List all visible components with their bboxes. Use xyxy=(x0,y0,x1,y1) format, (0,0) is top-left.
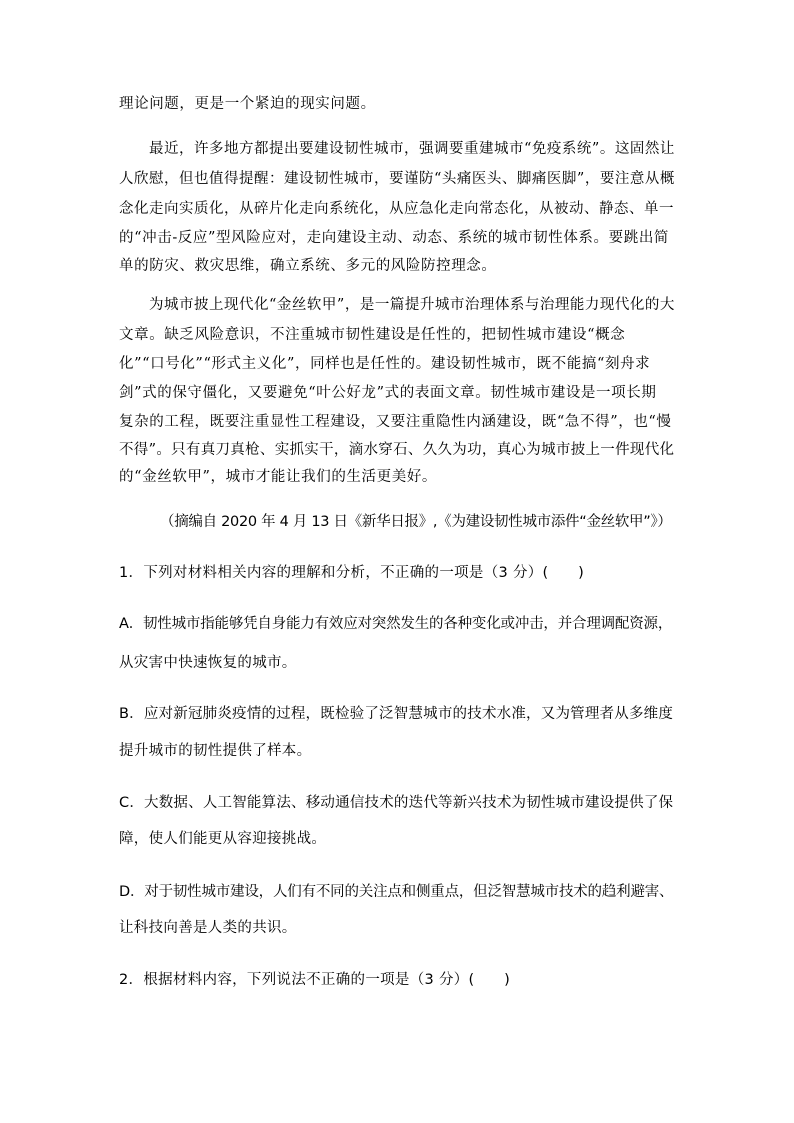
question-1-option-a: A．韧性城市指能够凭自身能力有效应对突然发生的各种变化或冲击，并合理调配资源， xyxy=(119,616,673,632)
passage-line: 念化走向实质化，从碎片化走向系统化，从应急化走向常态化，从被动、静态、单一 xyxy=(119,201,674,217)
passage-line: 不得”。只有真刀真枪、实抓实干，滴水穿石、久久为功，真心为城市披上一件现代化 xyxy=(119,442,675,458)
question-1-stem: 1．下列对材料相关内容的理解和分析，不正确的一项是（3 分）( ) xyxy=(119,565,585,581)
question-1-option-d-cont: 让科技向善是人类的共识。 xyxy=(119,920,297,936)
passage-line: 单的防灾、救灾思维，确立系统、多元的风险防控理念。 xyxy=(119,258,497,274)
question-1-option-b-cont: 提升城市的韧性提供了样本。 xyxy=(119,743,312,759)
question-1-option-b: B．应对新冠肺炎疫情的过程，既检验了泛智慧城市的技术水准，又为管理者从多维度 xyxy=(119,706,674,722)
passage-line: 化”“口号化”“形式主义化”，同样也是任性的。建设韧性城市，既不能搞“刻舟求 xyxy=(119,356,651,372)
question-1-option-a-cont: 从灾害中快速恢复的城市。 xyxy=(119,655,297,671)
source-citation: （摘编自 2020 年 4 月 13 日《新华日报》,《为建设韧性城市添件“金丝软甲”》） xyxy=(160,514,672,530)
question-1-option-c: C．大数据、人工智能算法、移动通信技术的迭代等新兴技术为韧性城市建设提供了保 xyxy=(119,795,674,811)
question-1-option-d: D．对于韧性城市建设，人们有不同的关注点和侧重点，但泛智慧城市技术的趋利避害、 xyxy=(119,884,674,900)
passage-line: 的“冲击-反应”型风险应对，走向建设主动、动态、系统的城市韧性体系。要跳出简 xyxy=(119,230,670,246)
question-2-stem: 2．根据材料内容，下列说法不正确的一项是（3 分）( ) xyxy=(119,972,511,988)
passage-line: 人欣慰，但也值得提醒：建设韧性城市，要谨防“头痛医头、脚痛医脚”，要注意从概 xyxy=(119,171,675,187)
passage-line: 剑”式的保守僵化，又要避免“叶公好龙”式的表面文章。韧性城市建设是一项长期 xyxy=(119,385,657,401)
passage-line: 的“金丝软甲”，城市才能让我们的生活更美好。 xyxy=(119,469,438,485)
passage-line: 复杂的工程，既要注重显性工程建设，又要注重隐性内涵建设，既“急不得”，也“慢 xyxy=(119,414,672,430)
passage-line: 为城市披上现代化“金丝软甲”，是一篇提升城市治理体系与治理能力现代化的大 xyxy=(149,297,675,313)
question-1-option-c-cont: 障，使人们能更从容迎接挑战。 xyxy=(119,831,327,847)
passage-line: 文章。缺乏风险意识，不注重城市韧性建设是任性的，把韧性城市建设“概念 xyxy=(119,327,626,343)
passage-line: 理论问题，更是一个紧迫的现实问题。 xyxy=(119,96,376,112)
passage-line: 最近，许多地方都提出要建设韧性城市，强调要重建城市“免疫系统”。这固然让 xyxy=(149,141,675,157)
